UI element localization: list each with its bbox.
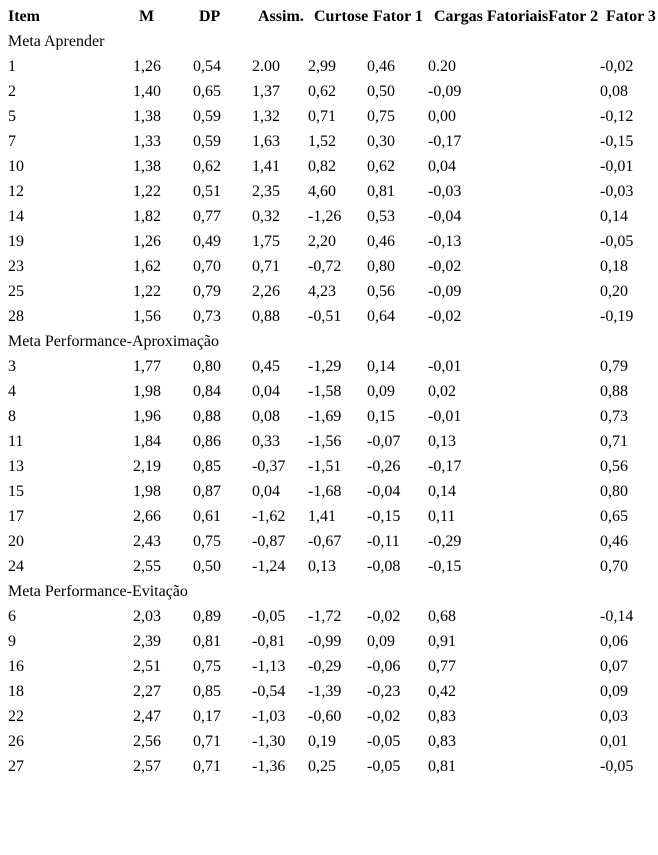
fator1-cell: -0,23 [367, 683, 401, 700]
fator3-cell: -0,02 [600, 58, 634, 75]
col-header-curtose: Curtose [314, 8, 369, 25]
section-label: Meta Performance-Evitação [8, 583, 188, 600]
table-row [8, 129, 653, 154]
curtose-cell: -0,99 [308, 633, 342, 650]
assim-cell: 0,04 [252, 383, 280, 400]
fator3-cell: 0,73 [600, 408, 628, 425]
section-row [8, 29, 653, 54]
m-cell: 1,26 [133, 233, 161, 250]
fator1-cell: -0,02 [367, 708, 401, 725]
section-row [8, 579, 653, 604]
dp-cell: 0,59 [193, 108, 221, 125]
fator1-cell: 0,80 [367, 258, 395, 275]
table-row [8, 629, 653, 654]
assim-cell: 0,32 [252, 208, 280, 225]
m-cell: 1,40 [133, 83, 161, 100]
assim-cell: 1,75 [252, 233, 280, 250]
curtose-cell: -1,72 [308, 608, 342, 625]
fator2-cell: -0,01 [428, 408, 462, 425]
m-cell: 1,33 [133, 133, 161, 150]
curtose-cell: -1,69 [308, 408, 342, 425]
fator3-cell: 0,79 [600, 358, 628, 375]
m-cell: 2,66 [133, 508, 161, 525]
item-cell: 4 [8, 383, 16, 400]
m-cell: 1,82 [133, 208, 161, 225]
col-header-m: M [139, 8, 155, 25]
dp-cell: 0,75 [193, 533, 221, 550]
assim-cell: 2.00 [252, 58, 280, 75]
dp-cell: 0,77 [193, 208, 221, 225]
fator1-cell: 0,81 [367, 183, 395, 200]
fator2-cell: -0,09 [428, 283, 462, 300]
dp-cell: 0,65 [193, 83, 221, 100]
fator1-cell: 0,56 [367, 283, 395, 300]
fator3-cell: 0,20 [600, 283, 628, 300]
assim-cell: -1,13 [252, 658, 286, 675]
table-row [8, 479, 653, 504]
curtose-cell: 2,20 [308, 233, 336, 250]
fator2-cell: 0,13 [428, 433, 456, 450]
fator2-cell: 0,83 [428, 733, 456, 750]
m-cell: 1,38 [133, 158, 161, 175]
item-cell: 8 [8, 408, 16, 425]
fator3-cell: 0,03 [600, 708, 628, 725]
fator1-cell: -0,04 [367, 483, 401, 500]
assim-cell: -0,87 [252, 533, 286, 550]
dp-cell: 0,75 [193, 658, 221, 675]
dp-cell: 0,86 [193, 433, 221, 450]
fator2-cell: -0,17 [428, 133, 462, 150]
curtose-cell: -0,51 [308, 308, 342, 325]
table-row [8, 104, 653, 129]
item-cell: 20 [8, 533, 24, 550]
curtose-cell: 4,60 [308, 183, 336, 200]
item-cell: 19 [8, 233, 24, 250]
section-label: Meta Performance-Aproximação [8, 333, 220, 350]
curtose-cell: -1,58 [308, 383, 342, 400]
table-body [8, 29, 653, 779]
curtose-cell: -1,56 [308, 433, 342, 450]
fator3-cell: -0,19 [600, 308, 634, 325]
fator3-cell: -0,01 [600, 158, 634, 175]
fator3-cell: -0,03 [600, 183, 634, 200]
table-header [8, 4, 656, 29]
dp-cell: 0,62 [193, 158, 221, 175]
curtose-cell: -1,51 [308, 458, 342, 475]
fator3-cell: -0,12 [600, 108, 634, 125]
fator1-cell: -0,07 [367, 433, 401, 450]
curtose-cell: 0,62 [308, 83, 336, 100]
fator2-cell: 0,04 [428, 158, 456, 175]
table-row [8, 204, 653, 229]
dp-cell: 0,71 [193, 733, 221, 750]
m-cell: 1,98 [133, 483, 161, 500]
header-row [8, 4, 653, 29]
assim-cell: 0,71 [252, 258, 280, 275]
fator3-cell: 0,56 [600, 458, 628, 475]
fator3-cell: 0,80 [600, 483, 628, 500]
fator2-cell: -0,15 [428, 558, 462, 575]
item-cell: 10 [8, 158, 24, 175]
item-cell: 2 [8, 83, 16, 100]
item-cell: 17 [8, 508, 24, 525]
col-header-item: Item [8, 8, 40, 25]
fator3-cell: 0,06 [600, 633, 628, 650]
item-cell: 5 [8, 108, 16, 125]
table-row [8, 229, 653, 254]
table-row [8, 429, 653, 454]
fator1-cell: 0,53 [367, 208, 395, 225]
assim-cell: 1,41 [252, 158, 280, 175]
m-cell: 2,56 [133, 733, 161, 750]
assim-cell: 1,32 [252, 108, 280, 125]
col-header-fator1: Fator 1 [373, 8, 423, 25]
m-cell: 1,77 [133, 358, 161, 375]
fator2-cell: 0,14 [428, 483, 456, 500]
table-row [8, 604, 653, 629]
fator2-cell: 0,77 [428, 658, 456, 675]
fator1-cell: 0,62 [367, 158, 395, 175]
table-row [8, 729, 653, 754]
fator2-cell: 0,02 [428, 383, 456, 400]
item-cell: 12 [8, 183, 24, 200]
item-cell: 25 [8, 283, 24, 300]
fator2-cell: -0,02 [428, 258, 462, 275]
fator2-cell: -0,03 [428, 183, 462, 200]
curtose-cell: -0,29 [308, 658, 342, 675]
fator3-cell: 0,09 [600, 683, 628, 700]
assim-cell: 2,35 [252, 183, 280, 200]
m-cell: 2,19 [133, 458, 161, 475]
dp-cell: 0,84 [193, 383, 221, 400]
fator1-cell: 0,75 [367, 108, 395, 125]
m-cell: 2,27 [133, 683, 161, 700]
dp-cell: 0,73 [193, 308, 221, 325]
assim-cell: -0,81 [252, 633, 286, 650]
fator3-cell: 0,18 [600, 258, 628, 275]
fator1-cell: 0,46 [367, 233, 395, 250]
fator2-cell: 0,42 [428, 683, 456, 700]
table-row [8, 79, 653, 104]
table-row [8, 179, 653, 204]
m-cell: 1,62 [133, 258, 161, 275]
fator1-cell: -0,05 [367, 733, 401, 750]
table-row [8, 529, 653, 554]
assim-cell: 0,33 [252, 433, 280, 450]
item-cell: 9 [8, 633, 16, 650]
item-cell: 23 [8, 258, 24, 275]
fator3-cell: 0,07 [600, 658, 628, 675]
curtose-cell: 1,52 [308, 133, 336, 150]
fator1-cell: -0,11 [367, 533, 400, 550]
fator2-cell: -0,13 [428, 233, 462, 250]
dp-cell: 0,80 [193, 358, 221, 375]
fator3-cell: 0,46 [600, 533, 628, 550]
m-cell: 1,96 [133, 408, 161, 425]
curtose-cell: 0,25 [308, 758, 336, 775]
table-row [8, 554, 653, 579]
curtose-cell: -1,68 [308, 483, 342, 500]
fator1-cell: 0,30 [367, 133, 395, 150]
fator3-cell: -0,14 [600, 608, 634, 625]
fator1-cell: -0,02 [367, 608, 401, 625]
m-cell: 1,22 [133, 283, 161, 300]
assim-cell: -0,37 [252, 458, 286, 475]
fator1-cell: 0,64 [367, 308, 395, 325]
item-cell: 3 [8, 358, 16, 375]
col-header-cargas-fatoriais: Cargas Fatoriais [434, 8, 549, 25]
assim-cell: -1,30 [252, 733, 286, 750]
fator3-cell: 0,88 [600, 383, 628, 400]
fator2-cell: -0,01 [428, 358, 462, 375]
curtose-cell: -0,72 [308, 258, 342, 275]
fator3-cell: -0,15 [600, 133, 634, 150]
assim-cell: 1,63 [252, 133, 280, 150]
table-row [8, 654, 653, 679]
curtose-cell: -1,39 [308, 683, 342, 700]
fator1-cell: -0,15 [367, 508, 401, 525]
dp-cell: 0,89 [193, 608, 221, 625]
table-row [8, 54, 653, 79]
assim-cell: 0,08 [252, 408, 280, 425]
item-cell: 13 [8, 458, 24, 475]
fator3-cell: 0,08 [600, 83, 628, 100]
fator1-cell: 0,14 [367, 358, 395, 375]
item-cell: 28 [8, 308, 24, 325]
assim-cell: -1,24 [252, 558, 286, 575]
curtose-cell: -1,26 [308, 208, 342, 225]
item-cell: 18 [8, 683, 24, 700]
curtose-cell: -1,29 [308, 358, 342, 375]
m-cell: 2,43 [133, 533, 161, 550]
fator1-cell: -0,26 [367, 458, 401, 475]
assim-cell: 0,88 [252, 308, 280, 325]
col-header-assim: Assim. [258, 8, 304, 25]
col-header-cargas-fator2 [428, 4, 600, 29]
fator2-cell: -0,17 [428, 458, 462, 475]
fator2-cell: 0,81 [428, 758, 456, 775]
dp-cell: 0,87 [193, 483, 221, 500]
dp-cell: 0,51 [193, 183, 221, 200]
table-row [8, 504, 653, 529]
assim-cell: 0,04 [252, 483, 280, 500]
assim-cell: -1,03 [252, 708, 286, 725]
fator3-cell: 0,70 [600, 558, 628, 575]
m-cell: 2,57 [133, 758, 161, 775]
fator2-cell: 0,91 [428, 633, 456, 650]
dp-cell: 0,61 [193, 508, 221, 525]
fator3-cell: 0,65 [600, 508, 628, 525]
fator2-cell: 0,00 [428, 108, 456, 125]
table-row [8, 379, 653, 404]
section-row [8, 329, 653, 354]
m-cell: 2,03 [133, 608, 161, 625]
item-cell: 26 [8, 733, 24, 750]
m-cell: 1,84 [133, 433, 161, 450]
item-cell: 6 [8, 608, 16, 625]
dp-cell: 0,17 [193, 708, 221, 725]
fator2-cell: 0,11 [428, 508, 456, 525]
col-header-dp: DP [199, 8, 221, 25]
fator1-cell: -0,06 [367, 658, 401, 675]
dp-cell: 0,50 [193, 558, 221, 575]
curtose-cell: 4,23 [308, 283, 336, 300]
table-row [8, 354, 653, 379]
fator1-cell: 0,46 [367, 58, 395, 75]
table-row [8, 454, 653, 479]
m-cell: 1,38 [133, 108, 161, 125]
table-row [8, 304, 653, 329]
curtose-cell: 0,19 [308, 733, 336, 750]
dp-cell: 0,54 [193, 58, 221, 75]
fator2-cell: 0.20 [428, 58, 456, 75]
m-cell: 1,56 [133, 308, 161, 325]
item-cell: 27 [8, 758, 24, 775]
table-row [8, 404, 653, 429]
assim-cell: 0,45 [252, 358, 280, 375]
fator1-cell: 0,09 [367, 383, 395, 400]
dp-cell: 0,88 [193, 408, 221, 425]
col-header-fator2: Fator 2 [548, 8, 599, 25]
table-row [8, 704, 653, 729]
fator1-cell: 0,09 [367, 633, 395, 650]
fator3-cell: 0,71 [600, 433, 628, 450]
m-cell: 2,51 [133, 658, 161, 675]
dp-cell: 0,59 [193, 133, 221, 150]
m-cell: 2,55 [133, 558, 161, 575]
assim-cell: 2,26 [252, 283, 280, 300]
curtose-cell: -0,60 [308, 708, 342, 725]
item-cell: 15 [8, 483, 24, 500]
item-cell: 1 [8, 58, 16, 75]
fator1-cell: 0,50 [367, 83, 395, 100]
table-row [8, 279, 653, 304]
m-cell: 1,98 [133, 383, 161, 400]
curtose-cell: 0,82 [308, 158, 336, 175]
curtose-cell: 1,41 [308, 508, 336, 525]
fator2-cell: -0,04 [428, 208, 462, 225]
curtose-cell: 0,13 [308, 558, 336, 575]
fator3-cell: 0,14 [600, 208, 628, 225]
table-row [8, 154, 653, 179]
dp-cell: 0,81 [193, 633, 221, 650]
fator2-cell: -0,29 [428, 533, 462, 550]
fator3-cell: 0,01 [600, 733, 628, 750]
m-cell: 2,39 [133, 633, 161, 650]
dp-cell: 0,71 [193, 758, 221, 775]
assim-cell: -0,05 [252, 608, 286, 625]
item-cell: 24 [8, 558, 24, 575]
item-cell: 11 [8, 433, 24, 450]
item-cell: 14 [8, 208, 24, 225]
fator1-cell: -0,05 [367, 758, 401, 775]
curtose-cell: -0,67 [308, 533, 342, 550]
fator1-cell: -0,08 [367, 558, 401, 575]
col-header-fator3: Fator 3 [606, 8, 656, 25]
item-cell: 16 [8, 658, 24, 675]
curtose-cell: 2,99 [308, 58, 336, 75]
fator3-cell: -0,05 [600, 233, 634, 250]
table-row [8, 754, 653, 779]
m-cell: 2,47 [133, 708, 161, 725]
curtose-cell: 0,71 [308, 108, 336, 125]
section-label: Meta Aprender [8, 33, 105, 50]
table-row [8, 254, 653, 279]
dp-cell: 0,85 [193, 683, 221, 700]
dp-cell: 0,85 [193, 458, 221, 475]
table-row [8, 679, 653, 704]
item-cell: 7 [8, 133, 16, 150]
assim-cell: -1,36 [252, 758, 286, 775]
fator1-cell: 0,15 [367, 408, 395, 425]
fator2-cell: 0,68 [428, 608, 456, 625]
m-cell: 1,22 [133, 183, 161, 200]
assim-cell: -1,62 [252, 508, 286, 525]
fator2-cell: 0,83 [428, 708, 456, 725]
dp-cell: 0,79 [193, 283, 221, 300]
fator2-cell: -0,02 [428, 308, 462, 325]
fator3-cell: -0,05 [600, 758, 634, 775]
dp-cell: 0,70 [193, 258, 221, 275]
assim-cell: -0,54 [252, 683, 286, 700]
fator2-cell: -0,09 [428, 83, 462, 100]
item-cell: 22 [8, 708, 24, 725]
m-cell: 1,26 [133, 58, 161, 75]
factor-analysis-table [8, 4, 656, 779]
assim-cell: 1,37 [252, 83, 280, 100]
dp-cell: 0,49 [193, 233, 221, 250]
